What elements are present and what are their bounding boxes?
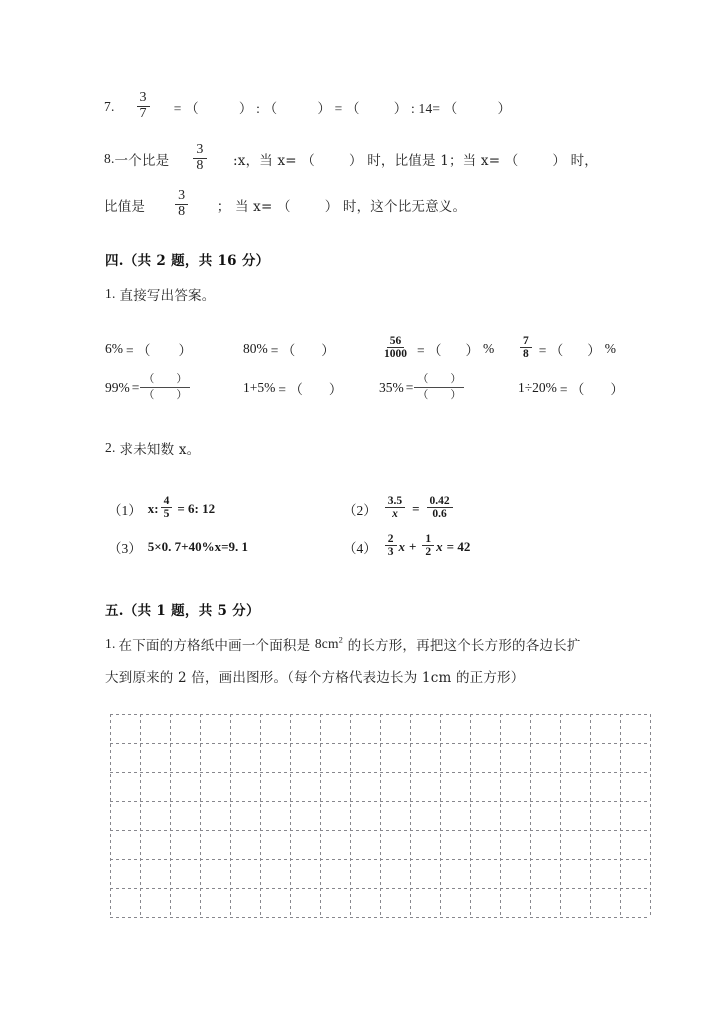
equation-row-1 — [108, 496, 573, 521]
fill-item-99-percent: 99% = $\frac{( )}{( )}$ — [105, 374, 243, 402]
section-5-text-before-area: 在下面的方格纸中画一个面积是 — [118, 638, 315, 654]
fill-item-56-over-1000: $\frac{56}{1000}$ = （ ） % — [379, 336, 518, 361]
section-5-text-after-area: 的长方形，再把这个长方形的各边长扩 — [343, 638, 581, 654]
question-7-part-1: = （ — [173, 101, 199, 117]
question-8-line2-text-1: 比值是 — [104, 199, 146, 216]
grid-vertical-line — [650, 714, 651, 917]
section-4-problem-2-title — [105, 438, 200, 458]
grid-vertical-line — [170, 714, 171, 917]
grid-vertical-line — [410, 714, 411, 917]
question-7-number: 7. — [104, 99, 115, 115]
grid-horizontal-line — [110, 801, 650, 802]
grid-horizontal-line — [110, 714, 650, 715]
fraction-56-1000: $\frac{56}{1000}$ — [384, 335, 407, 361]
area-value: $8cm^2$ — [314, 634, 344, 651]
equation-4-fraction-2: $\frac{1}{2}$ — [422, 533, 434, 558]
grid-horizontal-line — [110, 859, 650, 860]
answer-fraction-blank-35: $\frac{( )}{( )}$ — [414, 373, 464, 401]
question-7-part-2: ） : （ — [238, 101, 278, 117]
fill-item-80-percent: 80% = （ ） — [243, 340, 335, 358]
equation-4-fraction-1: $\frac{2}{3}$ — [385, 533, 397, 558]
grid-vertical-line — [290, 714, 291, 917]
grid-vertical-line — [560, 714, 561, 917]
fill-item-1-plus-5-percent: 1+5% = （ ） — [243, 380, 343, 398]
problem-2-label: 2. — [105, 440, 116, 455]
equation-row-2 — [108, 534, 573, 559]
equation-3 — [108, 537, 343, 557]
grid-paper[interactable] — [110, 714, 650, 917]
grid-vertical-line — [260, 714, 261, 917]
grid-vertical-line — [230, 714, 231, 917]
equation-1-index: （1） — [108, 502, 142, 518]
question-8-line2-text-3: ） 时，这个比无意义。 — [324, 199, 467, 216]
question-7-part-4: ） : 14= （ — [393, 101, 458, 117]
section-5-heading: 五.（共 1 题，共 5 分） — [105, 603, 260, 619]
question-8-line-2 — [104, 190, 466, 220]
problem-2-text: 求未知数 x。 — [119, 442, 201, 458]
equation-4-index: （4） — [343, 540, 377, 556]
question-8-text-3: ） 时，比值是 1；当 x= （ — [349, 153, 519, 170]
grid-horizontal-line — [110, 772, 650, 773]
question-7 — [104, 92, 511, 122]
equation-4: （4） $\frac{2}{3}$ x + $\frac{1}{2}$ x = 42 — [343, 533, 471, 559]
fraction-7-8: $\frac{7}{8}$ — [520, 335, 532, 360]
area-exponent: 2 — [338, 634, 344, 645]
equation-2-left-fraction: $\frac{3.5}{x}$ — [385, 495, 405, 520]
equation-2-right-fraction: $\frac{0.42}{0.6}$ — [427, 495, 453, 520]
question-8-fraction-2: $\frac{3}{8}$ — [175, 189, 188, 219]
grid-horizontal-line — [110, 830, 650, 831]
equation-2: （2） $\frac{3.5}{x}$ = $\frac{0.42}{0.6}$ — [343, 496, 573, 521]
section-5-problem-1-label: 1. — [105, 636, 116, 651]
question-8-fraction-1: $\frac{3}{8}$ — [193, 143, 206, 173]
grid-vertical-line — [380, 714, 381, 917]
grid-vertical-line — [590, 714, 591, 917]
question-8-text-2: :x，当 x= （ — [228, 153, 316, 170]
fill-item-1-div-20-percent: 1÷20% = （ ） — [518, 380, 624, 398]
fill-item-35-percent: 35% = $\frac{( )}{( )}$ — [379, 374, 518, 402]
grid-vertical-line — [530, 714, 531, 917]
grid-vertical-line — [140, 714, 141, 917]
grid-vertical-line — [200, 714, 201, 917]
grid-horizontal-line — [110, 888, 650, 889]
grid-vertical-line — [470, 714, 471, 917]
question-7-fraction: $\frac{3}{7}$ — [137, 91, 150, 121]
grid-vertical-line — [500, 714, 501, 917]
answer-fraction-blank-99: $\frac{( )}{( )}$ — [140, 373, 190, 401]
section-5-line-2: 大到原来的 2 倍，画出图形。（每个方格代表边长为 1cm 的正方形） — [105, 670, 525, 686]
question-7-part-5: ） — [497, 101, 512, 117]
question-8-line2-text-2: ； 当 x= （ — [212, 199, 291, 216]
grid-vertical-line — [440, 714, 441, 917]
section-5-problem-1-line-1 — [105, 634, 581, 654]
fill-in-row-1 — [105, 336, 648, 361]
fill-item-6-percent: 6% = （ ） — [105, 340, 192, 358]
grid-vertical-line — [110, 714, 111, 917]
question-8-number: 8. — [104, 151, 115, 167]
grid-paper-wrapper — [110, 714, 650, 917]
question-8-text-4: ） 时， — [552, 153, 598, 170]
grid-vertical-line — [320, 714, 321, 917]
grid-vertical-line — [620, 714, 621, 917]
equation-1: （1） x: $\frac{4}{5}$ = 6: 12 — [108, 495, 216, 521]
grid-vertical-line — [350, 714, 351, 917]
section-4-problem-1-title — [105, 284, 215, 304]
problem-1-text: 直接写出答案。 — [119, 288, 216, 304]
section-4-heading: 四.（共 2 题，共 16 分） — [105, 253, 270, 269]
equation-1-fraction: $\frac{4}{5}$ — [161, 495, 173, 520]
question-8-text-1: 一个比是 — [114, 153, 170, 170]
equation-2-index: （2） — [343, 502, 377, 518]
fill-in-row-2 — [105, 374, 648, 402]
equation-3-index: （3） — [108, 540, 142, 556]
problem-1-label: 1. — [105, 286, 116, 301]
grid-horizontal-line — [110, 743, 650, 744]
grid-horizontal-line — [110, 917, 650, 918]
equation-3-expression: 5×0. 7+40%x=9. 1 — [147, 538, 248, 554]
fill-item-7-over-8: $\frac{7}{8}$ = （ ） % — [518, 336, 648, 361]
section-5-problem-1-line-2 — [105, 666, 524, 686]
question-8-line-1 — [104, 144, 598, 174]
question-7-part-3: ） = （ — [317, 101, 360, 117]
